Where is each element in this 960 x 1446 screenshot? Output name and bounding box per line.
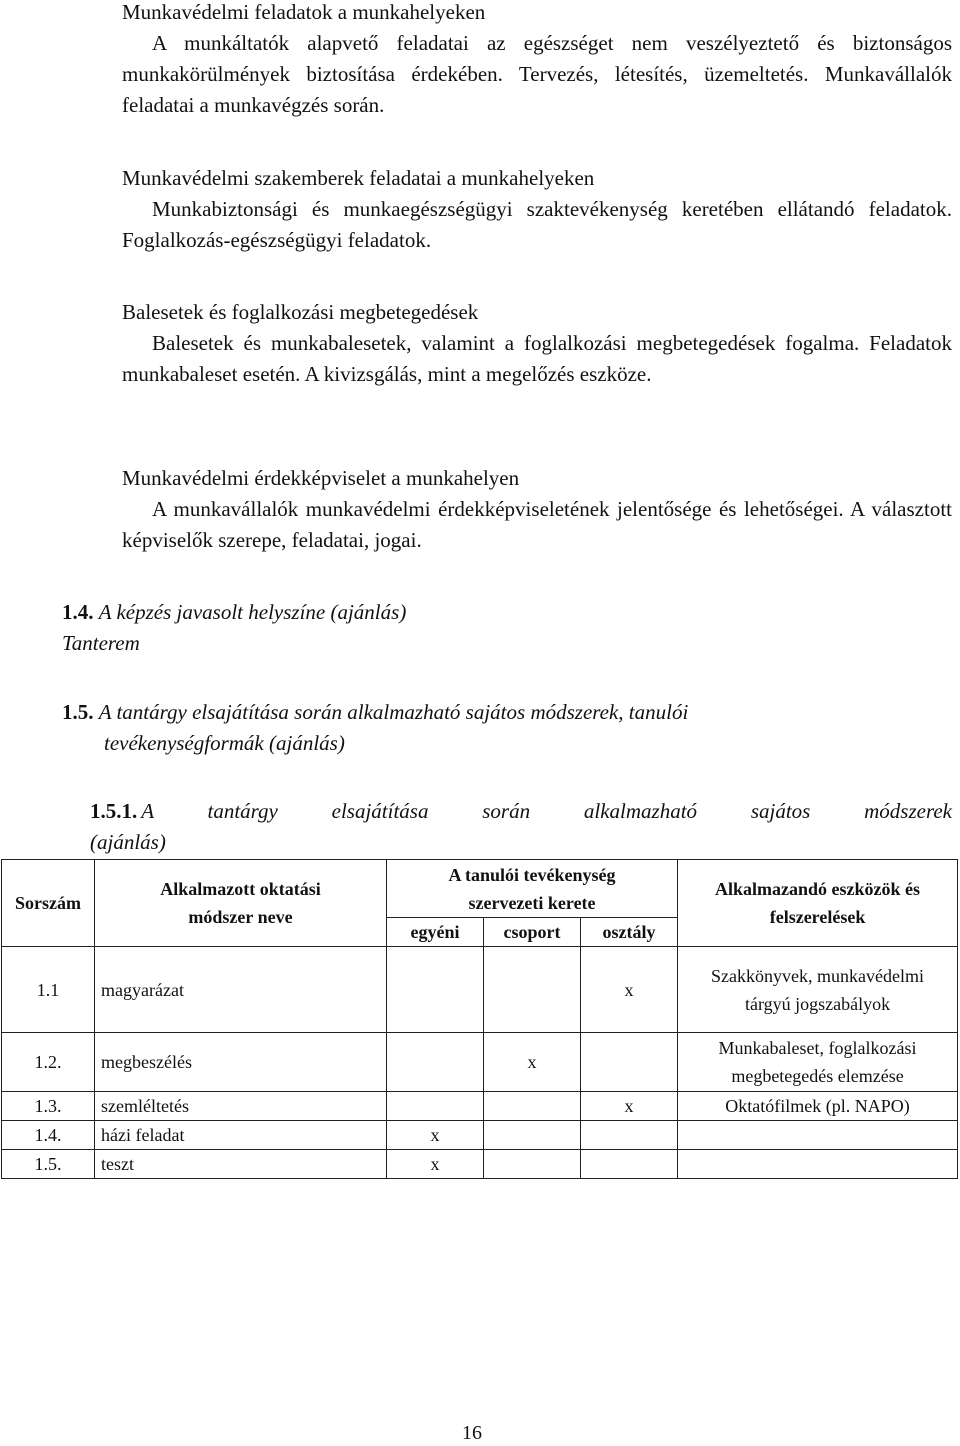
heading-1-5 — [62, 697, 952, 759]
section-specialists — [122, 163, 952, 256]
row-osztaly — [581, 1150, 678, 1179]
row-method: megbeszélés — [95, 1033, 387, 1092]
header-org-line2: szervezeti kerete — [468, 892, 596, 913]
heading-body: Tanterem — [62, 631, 140, 655]
row-tools: Munkabaleset, foglalkozási megbetegedés elemzése — [678, 1033, 958, 1092]
header-sorszam: Sorszám — [2, 860, 95, 947]
section-title: Munkavédelmi feladatok a munkahelyeken — [122, 0, 486, 24]
row-egyeni — [387, 947, 484, 1033]
row-csoport: x — [484, 1033, 581, 1092]
section-body: Munkabiztonsági és munkaegészségügyi szaktevékenység keretében ellátandó feladatok. Foglalkozás-egészségügyi feladatok. — [122, 197, 952, 252]
row-method: teszt — [95, 1150, 387, 1179]
section-title: Munkavédelmi érdekképviselet a munkahelyen — [122, 466, 520, 490]
row-method: házi feladat — [95, 1121, 387, 1150]
table-row — [2, 1033, 958, 1092]
row-osztaly: x — [581, 1092, 678, 1121]
row-egyeni: x — [387, 1150, 484, 1179]
row-csoport — [484, 1092, 581, 1121]
heading-title-line1: A tantárgy elsajátítása során alkalmazható sajátos módszerek — [141, 799, 952, 823]
row-tools: Szakkönyvek, munkavédelmi tárgyú jogszabályok — [678, 947, 958, 1033]
section-body: A munkáltatók alapvető feladatai az egészséget nem veszélyeztető és biztonságos munkakörülmények biztosítása érdekében. Tervezés, létesítés, üzemeltetés. Munkavállalók feladatai a munkavégzés során. — [122, 31, 952, 117]
heading-number: 1.5. — [62, 700, 94, 724]
heading-1-5-1 — [90, 796, 952, 858]
header-org — [387, 860, 678, 918]
section-title: Balesetek és foglalkozási megbetegedések — [122, 300, 479, 324]
table-row — [2, 1150, 958, 1179]
row-osztaly: x — [581, 947, 678, 1033]
row-osztaly — [581, 1121, 678, 1150]
row-num: 1.4. — [2, 1121, 95, 1150]
row-num: 1.2. — [2, 1033, 95, 1092]
header-egyeni: egyéni — [387, 918, 484, 947]
section-title: Munkavédelmi szakemberek feladatai a munkahelyeken — [122, 166, 595, 190]
table-row — [2, 1092, 958, 1121]
section-body: A munkavállalók munkavédelmi érdekképviseletének jelentősége és lehetőségei. A választott képviselők szerepe, feladatai, jogai. — [122, 497, 952, 552]
table-row — [2, 947, 958, 1033]
row-csoport — [484, 1121, 581, 1150]
row-osztaly — [581, 1033, 678, 1092]
table-header-row — [2, 860, 958, 918]
heading-number: 1.4. — [62, 600, 94, 624]
section-representation — [122, 463, 952, 556]
row-num: 1.3. — [2, 1092, 95, 1121]
heading-title-line2: tevékenységformák (ajánlás) — [104, 731, 345, 755]
header-org-line1: A tanulói tevékenység — [448, 864, 616, 885]
row-csoport — [484, 1150, 581, 1179]
row-egyeni — [387, 1033, 484, 1092]
header-csoport: csoport — [484, 918, 581, 947]
row-egyeni — [387, 1092, 484, 1121]
page-number: 16 — [462, 1422, 482, 1444]
row-tools — [678, 1121, 958, 1150]
heading-1-4 — [62, 597, 952, 659]
section-body: Balesetek és munkabalesetek, valamint a foglalkozási megbetegedések fogalma. Feladatok munkabaleset esetén. A kivizsgálás, mint a megelőzés eszköze. — [122, 331, 952, 386]
row-method: szemléltetés — [95, 1092, 387, 1121]
heading-number: 1.5.1. — [90, 799, 138, 823]
table-row — [2, 1121, 958, 1150]
row-tools: Oktatófilmek (pl. NAPO) — [678, 1092, 958, 1121]
heading-title-line2: (ajánlás) — [90, 830, 166, 854]
header-tools: Alkalmazandó eszközök és felszerelések — [678, 860, 958, 947]
row-csoport — [484, 947, 581, 1033]
row-num: 1.5. — [2, 1150, 95, 1179]
row-egyeni: x — [387, 1121, 484, 1150]
section-accidents — [122, 297, 952, 390]
heading-title-line1: A tantárgy elsajátítása során alkalmazható sajátos módszerek, tanulói — [98, 700, 689, 724]
methods-table — [1, 859, 958, 1179]
section-workplace-tasks — [122, 0, 952, 121]
header-method: Alkalmazott oktatási módszer neve — [95, 860, 387, 947]
heading-title: A képzés javasolt helyszíne (ajánlás) — [98, 600, 407, 624]
row-tools — [678, 1150, 958, 1179]
row-num: 1.1 — [2, 947, 95, 1033]
row-method: magyarázat — [95, 947, 387, 1033]
header-osztaly: osztály — [581, 918, 678, 947]
